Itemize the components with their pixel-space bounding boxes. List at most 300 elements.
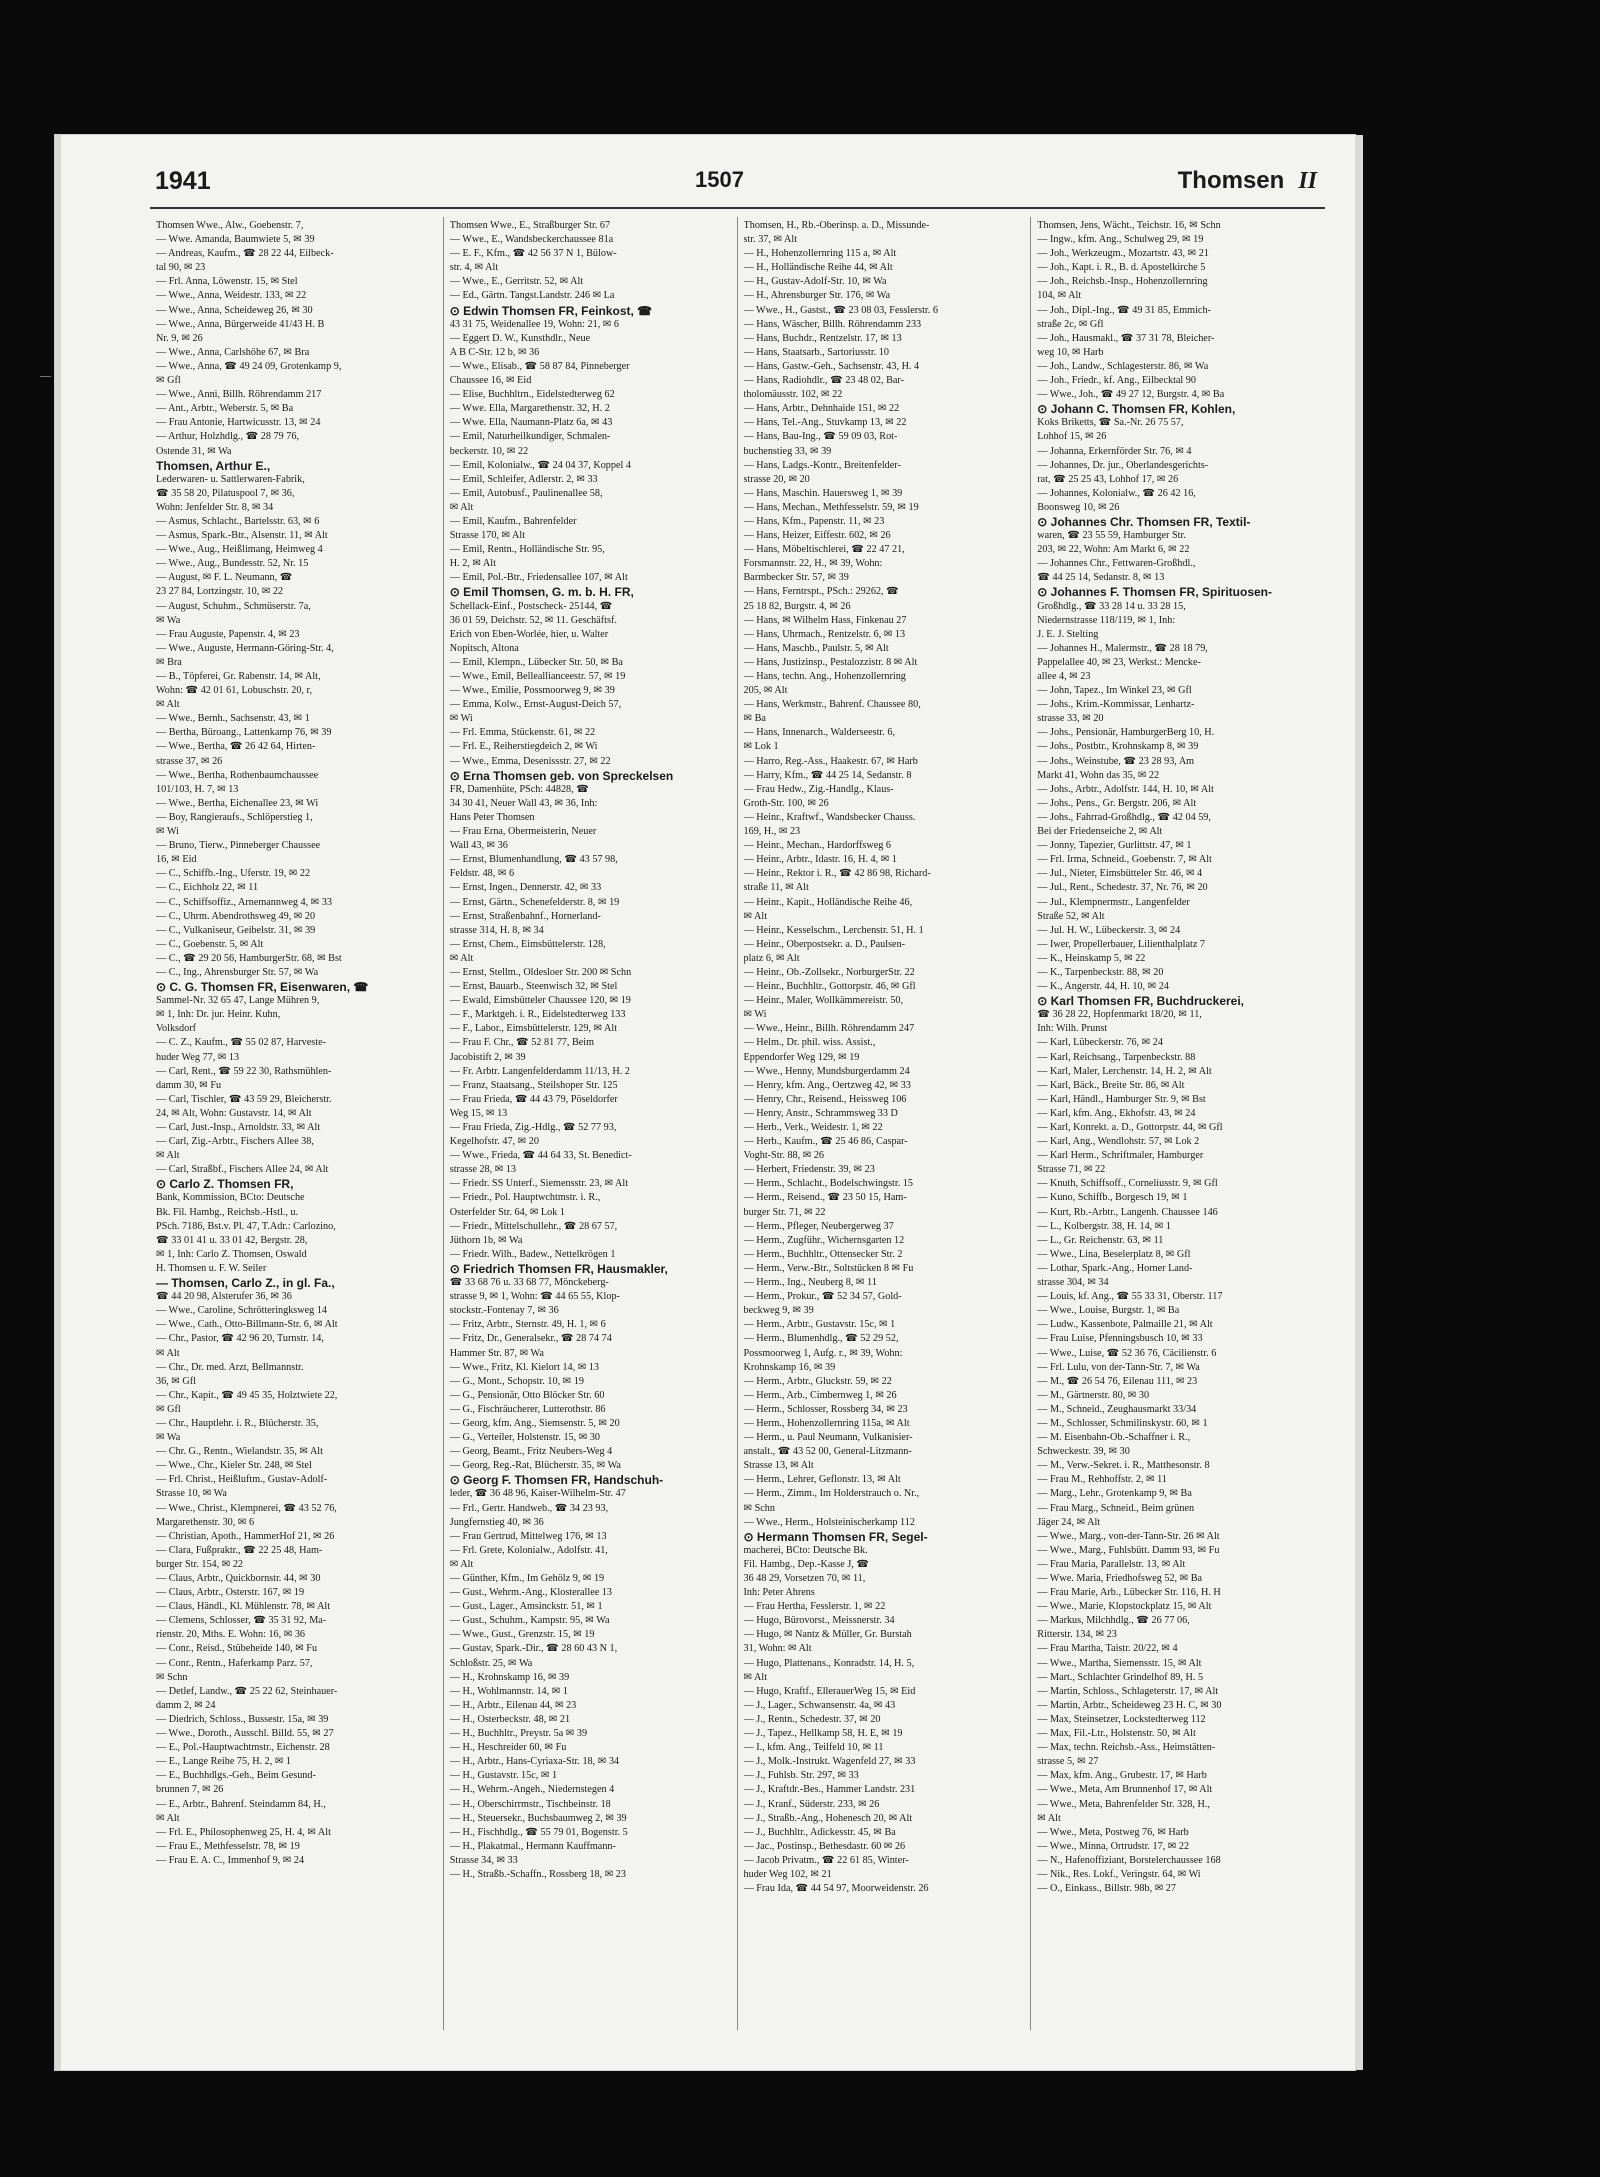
directory-entry-line: ☎ 36 28 22, Hopfenmarkt 18/20, ✉ 11, [1037,1009,1202,1021]
directory-entry-line: — J., Molk.-Instrukt. Wagenfeld 27, ✉ 33 [743,1756,916,1768]
directory-entry-line: — Helm., Dr. phil. wiss. Assist., [743,1037,876,1049]
directory-entry-line: — Frl. Irma, Schneid., Goebenstr. 7, ✉ Alt [1037,854,1212,866]
directory-entry-line: — Hans, Buchdr., Rentzelstr. 17, ✉ 13 [743,332,902,344]
directory-entry-line: — Claus, Arbtr., Quickbornstr. 44, ✉ 30 [156,1573,321,1584]
directory-entry-line: — Emma, Kolw., Ernst-August-Deich 57, [449,699,622,711]
directory-entry-line: — Chr. G., Rentn., Wielandstr. 35, ✉ Alt [156,1446,323,1458]
directory-entry-line: str. 37, ✉ Alt [743,234,798,246]
directory-entry-line: — Heinr., Ob.-Zollsekr., NorburgerStr. 22 [743,966,915,978]
directory-entry-line: — Frau M., Rehhoffstr. 2, ✉ 11 [1037,1474,1167,1486]
directory-entry-line: — Eggert D. W., Kunsthdlr., Neue [449,332,591,344]
directory-entry-line: — Friedr. Wilh., Badew., Nettelkrögen 1 [449,1248,616,1260]
directory-entry-line: burger Str. 71, ✉ 22 [743,1206,826,1218]
directory-entry-line: — Karl, Maler, Lerchenstr. 14, H. 2, ✉ Alt [1037,1065,1212,1077]
directory-entry-line: — Carl, Zig.-Arbtr., Fischers Allee 38, [156,1136,314,1148]
directory-entry-line: strasse 304, ✉ 34 [1037,1277,1109,1289]
directory-entry-line: — Herm., Buchhltr., Ottensecker Str. 2 [743,1248,903,1260]
directory-entry-line: — Asmus, Schlacht., Bartelsstr. 63, ✉ 6 [156,515,320,527]
directory-entry-line: — Friedr., Pol. Hauptwchtmstr. i. R., [449,1192,601,1204]
directory-entry-line: ✉ Bra [156,656,182,668]
directory-entry-line: Markt 41, Wohn das 35, ✉ 22 [1037,769,1160,781]
directory-entry-line: H. 2, ✉ Alt [449,558,496,570]
directory-entry-line: — Herbert, Friedenstr. 39, ✉ 23 [743,1164,875,1176]
directory-entry-line: ⊙ Carlo Z. Thomsen FR, [156,1177,294,1192]
directory-entry-line: ✉ Alt [156,699,180,711]
directory-entry-line: — Johanna, Erkernförder Str. 76, ✉ 4 [1037,445,1192,457]
directory-entry-line: — Frl. Grete, Kolonialw., Adolfstr. 41, [449,1544,608,1556]
directory-entry-line: Thomsen, Arthur E., [156,458,271,473]
directory-entry-line: Volksdorf [156,1023,196,1035]
directory-entry-line: — Wwe., Anni, Billh. Röhrendamm 217 [156,389,322,401]
directory-entry-line: — Franz, Staatsang., Steilshoper Str. 125 [449,1079,618,1091]
directory-entry-line: — Wwe., E., Wandsbeckerchaussee 81a [449,234,614,246]
directory-entry-line: — August, Schuhm., Schmüserstr. 7a, [156,600,311,612]
directory-entry-line: Eppendorfer Weg 129, ✉ 19 [743,1051,860,1063]
directory-entry-line: — Henry, Anstr., Schrammsweg 33 D [743,1107,898,1119]
directory-entry-line: — Hans, Staatsarb., Sartoriusstr. 10 [743,346,889,358]
directory-entry-line: — Wwe., Herm., Holsteinischerkamp 112 [743,1516,915,1528]
directory-entry-line: Koks Briketts, ☎ Sa.-Nr. 26 75 57, [1037,417,1184,429]
directory-entry-line: — Friedr., Mittelschullehr., ☎ 28 67 57, [449,1220,618,1232]
directory-entry-line: — Chr., Hauptlehr. i. R., Blücherstr. 35, [156,1417,319,1429]
directory-entry-line: — Emil, Naturheilkundiger, Schmalen- [449,431,611,443]
directory-entry-line: — M. Eisenbahn-Ob.-Schaffner i. R., [1037,1432,1191,1444]
directory-entry-line: — Henry, Chr., Reisend., Heissweg 106 [743,1093,907,1105]
directory-entry-line: — Hugo, Bürovorst., Meissnerstr. 34 [743,1615,895,1627]
directory-entry-line: ✉ 1, Inh: Carlo Z. Thomsen, Oswald [156,1248,307,1260]
directory-entry-line: — Heinr., Rektor i. R., ☎ 42 86 98, Richard- [743,868,931,880]
directory-entry-line: ✉ Alt [743,1671,768,1683]
directory-entry-line: Strasse 13, ✉ Alt [743,1460,814,1472]
directory-entry-line: — Hans, Werkmstr., Bahrenf. Chaussee 80, [743,699,921,711]
directory-entry-line: — Frau E. A. C., Immenhof 9, ✉ 24 [156,1854,305,1866]
directory-entry-line: — Wwe. Maria, Friedhofsweg 52, ✉ Ba [1037,1573,1203,1584]
directory-entry-line: ⊙ C. G. Thomsen FR, Eisenwaren, ☎ [156,980,369,995]
directory-entry-line: — Jac., Postinsp., Bethesdastr. 60 ✉ 26 [743,1840,906,1852]
directory-entry-line: Lohhof 15, ✉ 26 [1037,431,1107,443]
directory-entry-line: Niedernstrasse 118/119, ✉ 1, Inh: [1037,614,1176,626]
directory-entry-line: — Hans, techn. Ang., Hohenzollernring [743,671,906,682]
directory-entry-line: — Hans, Ferntrspt., PSch.: 29262, ☎ [743,586,899,598]
directory-entry-line: Possmoorweg 1, Aufg. r., ✉ 39, Wohn: [743,1347,903,1359]
directory-entry-line: — H., Wehrm.-Angeh., Niedernstegen 4 [449,1784,615,1796]
directory-entry-line: macherei, BCto: Deutsche Bk. [743,1544,868,1556]
directory-entry-line: — Herm., Blumenhdlg., ☎ 52 29 52, [743,1333,899,1345]
directory-entry-line: Wohn: Jenfelder Str. 8, ✉ 34 [156,501,274,513]
directory-entry-line: — Joh., Kapt. i. R., B. d. Apostelkirche 5 [1037,262,1206,274]
directory-entry-line: strasse 5, ✉ 27 [1037,1756,1099,1768]
directory-entry-line: — Emil, Pol.-Btr., Friedensallee 107, ✉ Alt [449,572,628,584]
directory-entry-line: — Conr., Rentn., Haferkamp Parz. 57, [156,1657,313,1669]
directory-entry-line: — Hans, Kfm., Papenstr. 11, ✉ 23 [743,515,885,527]
directory-entry-line: — Hans, Arbtr., Dehnhaide 151, ✉ 22 [743,403,900,415]
directory-entry-line: — Johannes Chr., Fettwaren-Großhdl., [1037,558,1196,570]
directory-entry-line: 23 27 84, Lortzingstr. 10, ✉ 22 [156,586,284,598]
directory-entry-line: — H., Straßb.-Schaffn., Rossberg 18, ✉ 23 [449,1868,626,1880]
directory-entry-line: — Herm., Hohenzollernring 115a, ✉ Alt [743,1417,910,1429]
directory-entry-line: — Wwe., Marie, Klopstockplatz 15, ✉ Alt [1037,1601,1212,1613]
directory-entry-line: — Ludw., Kassenbote, Palmaille 21, ✉ Alt [1037,1319,1213,1331]
directory-entry-line: 16, ✉ Eid [156,854,197,866]
directory-entry-line: — Ewald, Eimsbütteler Chaussee 120, ✉ 19 [449,995,631,1007]
directory-entry-line: Inh: Wilh. Prunst [1037,1023,1108,1035]
directory-entry-line: 104, ✉ Alt [1037,290,1082,302]
directory-entry-line: — E., Lange Reihe 75, H. 2, ✉ 1 [156,1756,292,1768]
directory-entry-line: — Herb., Verk., Weidestr. 1, ✉ 22 [743,1122,883,1133]
directory-entry-line: — Emil, Klempn., Lübecker Str. 50, ✉ Ba [449,656,623,668]
directory-entry-line: Hammer Str. 87, ✉ Wa [449,1347,544,1359]
directory-entry-line: Jungfernstieg 40, ✉ 36 [449,1516,544,1528]
directory-entry-line: J. E. J. Stelting [1037,628,1099,640]
directory-entry-line: — Arthur, Holzhdlg., ☎ 28 79 76, [156,431,300,443]
directory-entry-line: Forsmannstr. 22, H., ✉ 39, Wohn: [743,558,883,570]
directory-entry-line: strasse 33, ✉ 20 [1037,713,1104,725]
directory-entry-line: — Max, Steinsetzer, Lockstedterweg 112 [1037,1713,1206,1725]
directory-entry-line: — Johs., Pens., Gr. Bergstr. 206, ✉ Alt [1037,797,1197,809]
directory-entry-line: — Ernst, Stellm., Oldesloer Str. 200 ✉ Schn [449,966,632,978]
directory-entry-line: — Joh., Werkzeugm., Mozartstr. 43, ✉ 21 [1037,248,1209,260]
directory-entry-line: — Wwe., Marg., Fuhlsbütt. Damm 93, ✉ Fu [1037,1544,1220,1556]
directory-entry-line: ☎ 33 01 41 u. 33 01 42, Bergstr. 28, [156,1234,308,1246]
directory-entry-line: — Wwe., Meta, Am Brunnenhof 17, ✉ Alt [1037,1784,1213,1796]
directory-entry-line: — Wwe. Ella, Margarethenstr. 32, H. 2 [449,403,610,415]
directory-entry-line: — C., Schiffsoffiz., Arnemannweg 4, ✉ 33 [156,896,332,908]
directory-entry-line: Schloßstr. 25, ✉ Wa [449,1657,533,1669]
directory-entry-line: Jüthorn 1b, ✉ Wa [449,1234,523,1246]
directory-entry-line: — Hans, Innenarch., Walderseestr. 6, [743,727,895,739]
directory-entry-line: — Jul., Rent., Schedestr. 37, Nr. 76, ✉ 20 [1037,882,1208,894]
directory-entry-line: — Karl, Lübeckerstr. 76, ✉ 24 [1037,1037,1163,1049]
directory-entry-line: — K., Angerstr. 44, H. 10, ✉ 24 [1037,981,1169,993]
directory-entry-line: Schellack-Einf., Postscheck- 25144, ☎ [449,600,613,612]
directory-entry-line: — Johannes, Kolonialw., ☎ 26 42 16, [1037,487,1196,499]
directory-entry-line: — Ernst, Gärtn., Schenefelderstr. 8, ✉ 19 [449,896,620,908]
directory-entry-line: — Ernst, Straßenbahnf., Hornerland- [449,910,601,922]
directory-entry-line: platz 6, ✉ Alt [743,952,800,964]
directory-entry-line: — Frau E., Methfesselstr. 78, ✉ 19 [156,1840,300,1852]
directory-entry-line: — Johs., Weinstube, ☎ 23 28 93, Am [1037,755,1195,767]
directory-entry-line: ⊙ Johannes Chr. Thomsen FR, Textil- [1037,514,1251,529]
directory-entry-line: Voght-Str. 88, ✉ 26 [743,1150,825,1162]
directory-entry-line: — Gust., Wehrm.-Ang., Klosterallee 13 [449,1587,612,1599]
directory-entry-line: strasse 37, ✉ 26 [156,755,223,767]
directory-entry-line: FR, Damenhüte, PSch: 44828, ☎ [449,783,589,795]
directory-entry-line: — Karl, kfm. Ang., Ekhofstr. 43, ✉ 24 [1037,1107,1196,1119]
directory-entry-line: damm 30, ✉ Fu [156,1079,222,1091]
directory-entry-line: — Gustav, Spark.-Dir., ☎ 28 60 43 N 1, [449,1643,618,1655]
directory-entry-line: — Martin, Arbtr., Scheideweg 23 H. C, ✉ 30 [1037,1699,1222,1711]
directory-entry-line: Krohnskamp 16, ✉ 39 [743,1361,836,1373]
directory-entry-line: — H., Arbtr., Eilenau 44, ✉ 23 [449,1699,577,1711]
directory-entry-line: 25 18 82, Burgstr. 4, ✉ 26 [743,600,851,612]
directory-entry-line: — Wwe., Meta, Postweg 76, ✉ Harb [1037,1826,1189,1838]
directory-entry-line: — Wwe., Louise, Burgstr. 1, ✉ Ba [1037,1305,1180,1317]
directory-entry-line: 36, ✉ Gfl [156,1375,196,1387]
directory-entry-line: — Jonny, Tapezier, Gurlittstr. 47, ✉ 1 [1037,840,1192,852]
directory-entry-line: — Frau Frieda, ☎ 44 43 79, Pöseldorfer [449,1093,618,1105]
directory-entry-line: Strasse 170, ✉ Alt [449,530,526,542]
directory-entry-line: — Ernst, Blumenhandlung, ☎ 43 57 98, [449,854,618,866]
directory-entry-line: — Emil, Autobusf., Paulinenallee 58, [449,487,603,499]
directory-entry-line: — H., Holländische Reihe 44, ✉ Alt [743,262,893,274]
directory-entry-line: — Herm., Zimm., Im Holderstrauch o. Nr., [743,1488,920,1500]
directory-entry-line: — Frau Marie, Arb., Lübecker Str. 116, H. H [1037,1587,1221,1599]
directory-entry-line: — Frau F. Chr., ☎ 52 81 77, Beim [449,1037,595,1049]
directory-entry-line: — Herm., u. Paul Neumann, Vulkanisier- [743,1432,913,1444]
directory-entry-line: — Frau Martha, Taistr. 20/22, ✉ 4 [1037,1643,1178,1655]
directory-entry-line: Ritterstr. 134, ✉ 23 [1037,1629,1117,1641]
directory-entry-line: — J., Kraftdr.-Bes., Hammer Landstr. 231 [743,1784,916,1796]
directory-entry-line: — Frau Auguste, Papenstr. 4, ✉ 23 [156,628,300,640]
directory-entry-line: ✉ Wi [743,1009,767,1021]
directory-entry-line: tholomäusstr. 102, ✉ 22 [743,389,843,401]
directory-entry-line: — Ernst, Bauarb., Steenwisch 32, ✉ Stel [449,981,618,993]
directory-entry-line: — Hugo, Kraftf., EllerauerWeg 15, ✉ Eid [743,1685,916,1697]
header-rule [150,207,1325,209]
directory-entry-line: — Herm., Zugführ., Wichernsgarten 12 [743,1234,905,1246]
directory-entry-line: — Frau Erna, Obermeisterin, Neuer [449,826,597,838]
directory-entry-line: — Knuth, Schiffsoff., Corneliusstr. 9, ✉ Gfl [1037,1178,1218,1190]
margin-mark: — [40,370,51,382]
directory-entry-line: — Wwe., Emma, Desenissstr. 27, ✉ 22 [449,755,611,767]
directory-entry-line: Inh: Peter Ahrens [743,1587,815,1599]
directory-entry-line: — Jul. H. W., Lübeckerstr. 3, ✉ 24 [1037,924,1181,936]
directory-entry-line: burger Str. 154, ✉ 22 [156,1558,244,1570]
directory-entry-line: — H., Hohenzollernring 115 a, ✉ Alt [743,248,897,260]
directory-entry-line: — E., Pol.-Hauptwachtmstr., Eichenstr. 28 [156,1742,330,1754]
page-running-head [1178,167,1317,195]
directory-entry-line: Kegelhofstr. 47, ✉ 20 [449,1136,539,1148]
directory-entry-line: — M., Verw.-Sekret. i. R., Matthesonstr. 8 [1037,1460,1210,1472]
directory-entry-line: — Joh., Dipl.-Ing., ☎ 49 31 85, Emmich- [1037,304,1211,316]
directory-entry-line: — H., Plakatmal., Hermann Kauffmann- [449,1840,616,1852]
directory-entry-line: — Karl, Ang., Wendlohstr. 57, ✉ Lok 2 [1037,1136,1200,1148]
directory-entry-line: Thomsen Wwe., E., Straßburger Str. 67 [449,220,611,231]
directory-entry-line: ✉ Gfl [156,1403,181,1415]
directory-entry-line: — Jul., Nieter, Eimsbütteler Str. 46, ✉ 4 [1037,868,1203,880]
directory-entry-line: weg 10, ✉ Harb [1037,346,1104,358]
directory-entry-line: — Wwe., Gust., Grenzstr. 15, ✉ 19 [449,1629,595,1641]
directory-entry-line: — Wwe. Ella, Naumann-Platz 6a, ✉ 43 [449,417,613,429]
directory-entry-line: — Chr., Pastor, ☎ 42 96 20, Turnstr. 14, [156,1333,324,1345]
running-head-volume: II [1298,168,1317,194]
directory-entry-line: — J., Lager., Schwansenstr. 4a, ✉ 43 [743,1699,896,1711]
directory-entry-line: tal 90, ✉ 23 [156,262,206,274]
directory-page [55,135,1355,2070]
directory-entry-line: — E. F., Kfm., ☎ 42 56 37 N 1, Bülow- [449,248,617,260]
directory-entry-line: rat, ☎ 25 25 43, Lohhof 17, ✉ 26 [1037,473,1179,485]
directory-entry-line: ☎ 35 58 20, Pilatuspool 7, ✉ 36, [156,487,295,499]
directory-entry-line: — Detlef, Landw., ☎ 25 22 62, Steinhauer- [156,1685,338,1697]
directory-entry-line: straße 11, ✉ Alt [743,882,809,894]
directory-entry-line: ✉ Ba [743,713,766,725]
directory-entry-line: — Herm., Prokur., ☎ 52 34 57, Gold- [743,1291,902,1303]
directory-entry-line: — I., kfm. Ang., Teilfeld 10, ✉ 11 [743,1742,884,1754]
page-year: 1941 [155,167,211,195]
directory-entry-line: — Wwe., Chr., Kieler Str. 248, ✉ Stel [156,1460,312,1472]
directory-entry-line: strasse 20, ✉ 20 [743,473,810,485]
directory-entry-line: — Herm., Arbtr., Gluckstr. 59, ✉ 22 [743,1375,892,1387]
directory-entry-line: 36 48 29, Vorsetzen 70, ✉ 11, [743,1573,866,1584]
directory-entry-line: — Wwe., Elisab., ☎ 58 87 84, Pinneberger [449,360,630,372]
directory-entry-line: — Hans, Mechan., Methfesselstr. 59, ✉ 19 [743,501,919,513]
directory-entry-line: Strasse 10, ✉ Wa [156,1488,227,1500]
directory-entry-line: — E., Buchhdlgs.-Geh., Beim Gesund- [156,1770,316,1782]
directory-entry-line: Wall 43, ✉ 36 [449,840,508,852]
directory-entry-line: — Kuno, Schiffb., Borgesch 19, ✉ 1 [1037,1192,1188,1204]
directory-entry-line: — Joh., Reichsb.-Insp., Hohenzollernring [1037,276,1208,288]
directory-entry-line: — G., Pensionär, Otto Blöcker Str. 60 [449,1389,605,1401]
directory-entry-line: H. Thomsen u. F. W. Seiler [156,1262,267,1274]
directory-entry-line: — Wwe., Luise, ☎ 52 36 76, Cäcilienstr. 6 [1037,1347,1217,1359]
directory-entry-line: — Friedr. SS Unterf., Siemensstr. 23, ✉ Alt [449,1178,629,1190]
directory-entry-line: ⊙ Emil Thomsen, G. m. b. H. FR, [449,585,634,600]
directory-entry-line: — Joh., Landw., Schlagesterstr. 86, ✉ Wa [1037,360,1209,372]
directory-entry-line: — Wwe., Anna, ☎ 49 24 09, Grotenkamp 9, [156,360,342,372]
directory-entry-line: — Wwe., Martha, Siemensstr. 15, ✉ Alt [1037,1657,1202,1669]
directory-entry-line: — Frl. Emma, Stückenstr. 61, ✉ 22 [449,727,596,739]
directory-entry-line: — Hans, Gastw.-Geh., Sachsenstr. 43, H. 4 [743,360,920,372]
directory-entry-line: PSch. 7186, Bst.v. Pl. 47, T.Adr.: Carlozino, [156,1220,336,1232]
directory-entry-line: — H., Arbtr., Hans-Cyriaxa-Str. 18, ✉ 34 [449,1756,620,1768]
directory-entry-line: — Frau Ida, ☎ 44 54 97, Moorweidenstr. 26 [743,1883,929,1895]
directory-entry-line: — Lothar, Spark.-Ang., Horner Land- [1037,1262,1193,1274]
directory-entry-line: — Bertha, Büroang., Lattenkamp 76, ✉ 39 [156,727,332,739]
directory-entry-line: Thomsen Wwe., Alw., Goebenstr. 7, [156,220,304,231]
directory-entry-line: — Frau Hertha, Fesslerstr. 1, ✉ 22 [743,1601,886,1613]
directory-entry-line: — Herm., Ing., Neuberg 8, ✉ 11 [743,1277,877,1289]
directory-entry-line: huder Weg 102, ✉ 21 [743,1868,832,1880]
directory-entry-line: ⊙ Georg F. Thomsen FR, Handschuh- [449,1473,664,1488]
directory-entry-line: ✉ Wa [156,1432,181,1444]
directory-entry-line: — Joh., Friedr., kf. Ang., Eilbecktal 90 [1037,375,1196,387]
directory-entry-line: — Wwe., Caroline, Schrötteringksweg 14 [156,1305,327,1317]
directory-entry-line: ✉ Wi [156,826,179,838]
directory-entry-line: Fil. Hambg., Dep.-Kasse J, ☎ [743,1558,870,1570]
directory-entry-line: — Wwe., Minna, Ortrudstr. 17, ✉ 22 [1037,1840,1190,1852]
directory-entry-line: — Frau Marg., Schneid., Beim grünen [1037,1502,1195,1514]
directory-entry-line: — Wwe., Marg., von-der-Tann-Str. 26 ✉ Alt [1037,1530,1220,1542]
directory-entry-line: — H., Oberschirrmstr., Tischbeinstr. 18 [449,1798,611,1810]
directory-entry-line: — Markus, Milchhdlg., ☎ 26 77 06, [1037,1615,1190,1627]
directory-entry-line: — Fritz, Dr., Generalsekr., ☎ 28 74 74 [449,1333,612,1345]
directory-entry-line: — C., Goebenstr. 5, ✉ Alt [156,938,264,950]
directory-entry-line: — Louis, kf. Ang., ☎ 55 33 31, Oberstr. 117 [1037,1291,1223,1303]
directory-entry-line: — Karl, Bäck., Breite Str. 86, ✉ Alt [1037,1079,1185,1091]
directory-entry-line: beckerstr. 10, ✉ 22 [449,445,529,457]
directory-entry-line: — Iwer, Propellerbauer, Lilienthalplatz 7 [1037,938,1206,950]
directory-entry-line: — Wwe., Bertha, ☎ 26 42 64, Hirten- [156,741,316,753]
directory-entry-line: ☎ 44 20 98, Alsterufer 36, ✉ 36 [156,1291,292,1303]
directory-entry-line: — Hans, Maschb., Paulstr. 5, ✉ Alt [743,642,889,654]
directory-entry-line: — Herm., Arb., Cimbernweg 1, ✉ 26 [743,1389,897,1401]
directory-entry-line: — Ernst, Chem., Eimsbüttelerstr. 128, [449,938,606,950]
directory-entry-line: ✉ Alt [1037,1812,1061,1824]
directory-entry-line: Chaussee 16, ✉ Eid [449,375,532,387]
directory-entry-line: — Heinr., Buchhltr., Gottorpstr. 46, ✉ Gfl [743,981,916,993]
directory-entry-line: — Wwe., Aug., Bundesstr. 52, Nr. 15 [156,558,309,570]
directory-entry-line: — Frl. Lulu, von der-Tann-Str. 7, ✉ Wa [1037,1361,1200,1373]
directory-entry-line: ✉ Wa [156,614,181,626]
directory-entry-line: ✉ Schn [743,1502,775,1514]
directory-entry-line: — L., Kolbergstr. 38, H. 14, ✉ 1 [1037,1220,1171,1232]
directory-entry-line: A B C-Str. 12 b, ✉ 36 [449,346,540,358]
directory-entry-line: — Carl, Straßbf., Fischers Allee 24, ✉ Alt [156,1164,329,1176]
directory-entry-line: ✉ Alt [156,1150,180,1162]
directory-entry-line: ⊙ Edwin Thomsen FR, Feinkost, ☎ [449,303,653,318]
directory-entry-line: — Wwe., Auguste, Hermann-Göring-Str. 4, [156,642,334,654]
directory-entry-line: Schweckestr. 39, ✉ 30 [1037,1446,1130,1458]
directory-entry-line: — Jul., Klempnermstr., Langenfelder [1037,896,1190,908]
directory-entry-line: ✉ Wi [449,713,473,725]
directory-entry-line: — Hans, Radiohdlr., ☎ 23 48 02, Bar- [743,375,904,387]
directory-entry-line: Jacobistift 2, ✉ 39 [449,1051,526,1063]
directory-entry-line: — Emil, Rentn., Holländische Str. 95, [449,544,605,556]
directory-entry-line: — Frau Antonie, Hartwicusstr. 13, ✉ 24 [156,417,321,429]
directory-entry-line: 24, ✉ Alt, Wohn: Gustavstr. 14, ✉ Alt [156,1107,312,1119]
directory-entry-line: straße 2c, ✉ Gfl [1037,318,1104,330]
directory-entry-line: Bank, Kommission, BCto: Deutsche [156,1192,305,1204]
directory-entry-line: — Clara, Fußpraktr., ☎ 22 25 48, Ham- [156,1544,323,1556]
directory-entry-line: — Fr. Arbtr. Langenfelderdamm 11/13, H. 2 [449,1065,630,1077]
directory-entry-line: stockstr.-Fontenay 7, ✉ 36 [449,1305,559,1317]
directory-entry-line: — Heinr., Kapit., Holländische Reihe 46, [743,896,913,908]
directory-entry-line: — Ernst, Ingen., Dennerstr. 42, ✉ 33 [449,882,602,894]
directory-entry-line: — Hans, ✉ Wilhelm Hass, Finkenau 27 [743,614,907,626]
directory-column-3 [738,217,1032,2030]
directory-entry-line: Pappelallee 40, ✉ 23, Werkst.: Mencke- [1037,656,1201,668]
directory-entry-line: Erich von Eben-Worlée, hier, u. Walter [449,628,609,640]
directory-entry-line: — Gust., Lager., Amsinckstr. 51, ✉ 1 [449,1601,603,1613]
directory-entry-line: leder, ☎ 36 48 96, Kaiser-Wilhelm-Str. 47 [449,1488,626,1500]
directory-entry-line: — Herb., Kaufm., ☎ 25 46 86, Caspar- [743,1136,908,1148]
directory-entry-line: Strasse 34, ✉ 33 [449,1854,518,1866]
directory-entry-line: — Frau Hedw., Zig.-Handlg., Klaus- [743,783,894,795]
directory-entry-line: str. 4, ✉ Alt [449,262,499,274]
directory-entry-line: — Wwe., Bertha, Rothenbaumchaussee [156,769,319,781]
directory-entry-line: brunnen 7, ✉ 26 [156,1784,224,1796]
directory-entry-line: ✉ Alt [449,952,474,964]
directory-entry-line: — J., Rentn., Schedestr. 37, ✉ 20 [743,1713,881,1725]
directory-entry-line: Barmbecker Str. 57, ✉ 39 [743,572,849,584]
directory-entry-line: — Hans, Maschin. Hauersweg 1, ✉ 39 [743,487,903,499]
directory-entry-line: ✉ Alt [156,1347,180,1359]
directory-entry-line: — Wwe., Meta, Bahrenfelder Str. 328, H., [1037,1798,1210,1810]
directory-column-4 [1031,217,1325,2030]
directory-entry-line: — Jacob Privatm., ☎ 22 61 85, Winter- [743,1854,909,1866]
directory-entry-line: — Johannes, Dr. jur., Oberlandesgerichts- [1037,459,1209,471]
directory-entry-line: — Wwe., Emilie, Possmoorweg 9, ✉ 39 [449,685,615,697]
directory-entry-line: — Max, techn. Reichsb.-Ass., Heimstätten- [1037,1742,1216,1754]
directory-entry-line: strasse 28, ✉ 13 [449,1164,517,1176]
directory-entry-line: — Ingw., kfm. Ang., Schulweg 29, ✉ 19 [1037,234,1204,246]
directory-entry-line: — Wwe., E., Gerritstr. 52, ✉ Alt [449,276,584,288]
directory-entry-line: — August, ✉ F. L. Neumann, ☎ [156,572,293,584]
directory-entry-line: — F., Labor., Eimsbüttelerstr. 129, ✉ Alt [449,1023,618,1035]
directory-entry-line: — Frl. Anna, Löwenstr. 15, ✉ Stel [156,276,298,288]
directory-entry-line: — C., Eichholz 22, ✉ 11 [156,882,259,894]
directory-entry-line: — Fritz, Arbtr., Sternstr. 49, H. 1, ✉ 6 [449,1319,606,1331]
page-header [55,167,1355,207]
directory-entry-line: — H., Osterbeckstr. 48, ✉ 21 [449,1713,571,1725]
directory-entry-line: 169, H., ✉ 23 [743,826,801,838]
directory-entry-line: — H., Steuersekr., Buchsbaumweg 2, ✉ 39 [449,1812,627,1824]
directory-entry-line: — Harro, Reg.-Ass., Haakestr. 67, ✉ Harb [743,755,918,767]
directory-entry-line: — K., Heinskamp 5, ✉ 22 [1037,952,1146,964]
directory-entry-line: Straße 52, ✉ Alt [1037,910,1105,922]
directory-entry-line: rienstr. 20, Mths. E. Wohn: 16, ✉ 36 [156,1629,306,1641]
directory-entry-line: — O., Einkass., Billstr. 98b, ✉ 27 [1037,1883,1176,1895]
